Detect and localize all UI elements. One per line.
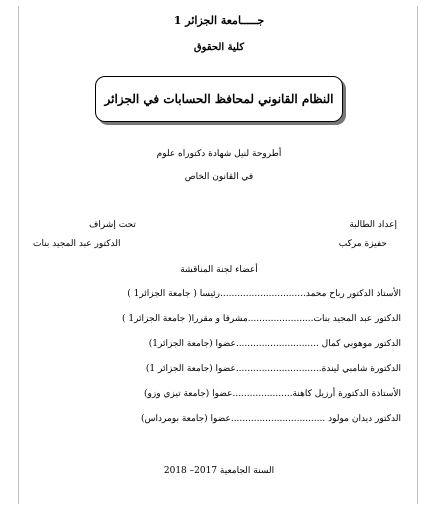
faculty-name: كلية الحقوق (193, 42, 245, 53)
thesis-title-box (95, 76, 343, 122)
committee-member: الدكتورة شامبي ليندة..............................عضوا (جامعة الجزائر 1) (145, 364, 401, 374)
committee-member: الدكتور عبد المجيد بنات.......................مشرفا و مقررا( جامعة الجزائر1 ) (121, 314, 401, 324)
committee-member: الدكتور ديدان مولود .................................عضوا (جامعة بومرداس) (141, 414, 401, 424)
university-name: جـــــامعة الجزائر 1 (173, 14, 265, 27)
committee-member: الأستاذ الدكتور رباح محمد..............................رئيسا ( جامعة الجزائر1 ) (127, 289, 401, 299)
committee-title: أعضاء لجنة المناقشة (180, 265, 258, 275)
thesis-degree: أطروحة لنيل شهادة دكتوراه علوم (156, 149, 282, 159)
document-page (18, 6, 418, 504)
committee-member: الأستاذة الدكتورة أرزيل كاهنة.....................عضوا (جامعة تيزي وزو) (143, 389, 401, 399)
thesis-field: في القانون الخاص (184, 172, 254, 182)
student-name: حفيزة مركب (338, 239, 387, 249)
supervisor-name: الدكتور عبد المجيد بنات (33, 239, 121, 249)
prepared-by-label: إعداد الطالبة (349, 220, 397, 230)
thesis-title: النظام القانوني لمحافظ الحسابات في الجزائر (104, 92, 334, 106)
committee-member: الدكتور موهوبي كمال .............................عضوا (جامعة الجزائر1) (148, 339, 401, 349)
academic-year: السنة الجامعية 2017– 2018 (163, 466, 275, 476)
supervision-label: تحت إشراف (89, 220, 136, 230)
